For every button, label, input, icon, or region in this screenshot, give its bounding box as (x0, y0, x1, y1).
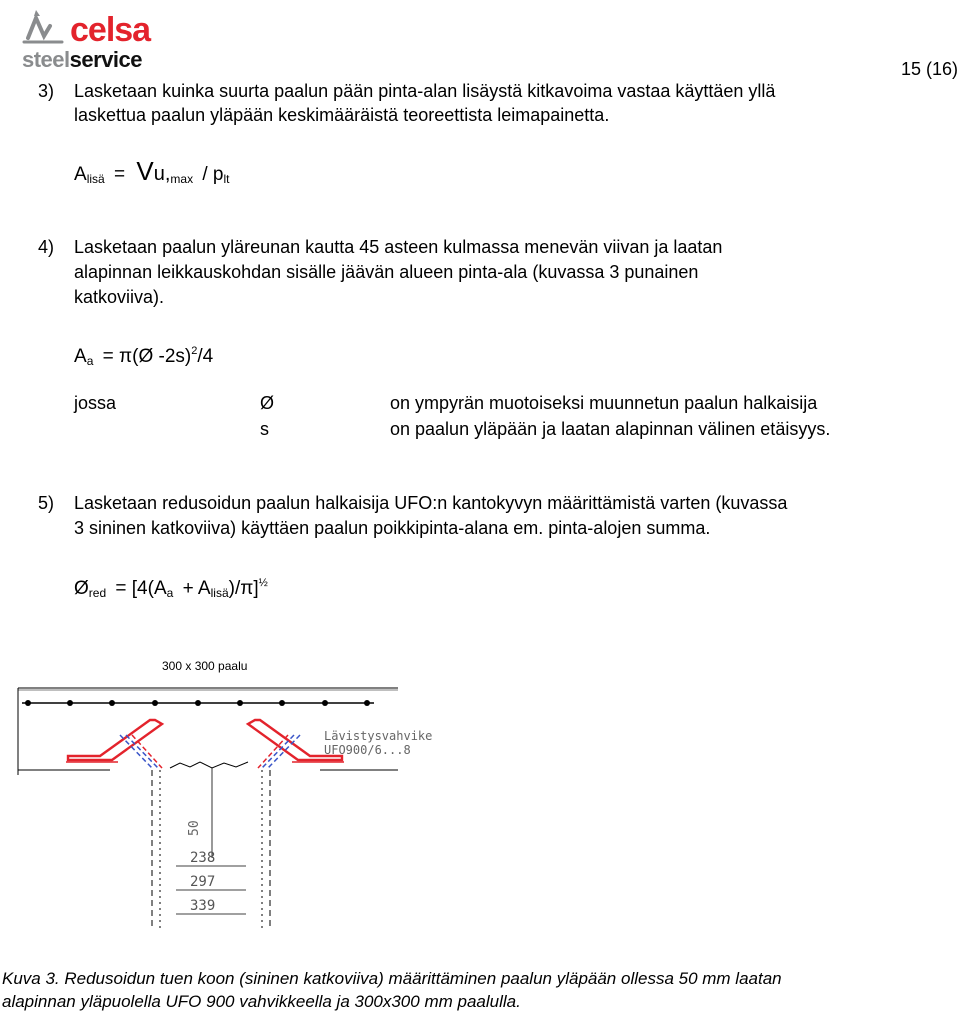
figure-caption-line-2: alapinnan yläpuolella UFO 900 vahvikkeella ja 300x300 mm paalulla. (2, 992, 521, 1011)
definition-symbol-s: s (260, 419, 269, 439)
rebar-label-2: UFO900/6...8 (324, 743, 411, 757)
definition-jossa: jossa (74, 393, 117, 413)
section-4-number: 4) (38, 237, 55, 257)
punching-reinforcement-figure (0, 640, 480, 930)
pile-label: 300 x 300 paalu (162, 659, 248, 673)
section-5-line-1: Lasketaan redusoidun paalun halkaisija UFO:n kantokyvyn määrittämistä varten (kuvassa (74, 493, 788, 513)
section-4-line-2: alapinnan leikkauskohdan sisälle jäävän alueen pinta-ala (kuvassa 3 punainen (74, 262, 699, 282)
section-3-line-2: laskettua paalun yläpään keskimääräistä teoreettista leimapainetta. (74, 105, 610, 125)
definition-diameter-text: on ympyrän muotoiseksi muunnetun paalun halkaisija (390, 393, 818, 413)
section-3-line-1: Lasketaan kuinka suurta paalun pään pinta-alan lisäystä kitkavoima vastaa käyttäen yllä (74, 81, 776, 101)
dim-238: 238 (190, 850, 216, 866)
dim-339: 339 (190, 898, 216, 914)
section-4-line-1: Lasketaan paalun yläreunan kautta 45 asteen kulmassa menevän viivan ja laatan (74, 237, 723, 257)
definition-symbol-diameter: Ø (260, 393, 275, 413)
section-4-line-3: katkoviiva). (74, 287, 165, 307)
red-45-degree-lines (132, 735, 288, 768)
definition-s-text: on paalun yläpään ja laatan alapinnan välinen etäisyys. (390, 419, 831, 439)
blue-reduced-lines (120, 735, 300, 768)
ufo-reinforcement (66, 720, 344, 762)
page-number: 15 (16) (900, 59, 958, 79)
section-3-number: 3) (38, 81, 55, 101)
figure-caption-line-1: Kuva 3. Redusoidun tuen koon (sininen katkoviiva) määrittäminen paalun yläpään ollessa 50 mm laatan (2, 969, 782, 988)
rebar-label-1: Lävistysvahvike (324, 729, 433, 743)
celsa-logo-mark-icon (22, 2, 68, 48)
section-5-number: 5) (38, 493, 55, 513)
formula-a-a: $A_a$ = π(Ø -2s)$^2$/4 (74, 345, 214, 368)
dim-297: 297 (190, 874, 216, 890)
section-5-line-2: 3 sininen katkoviiva) käyttäen paalun poikkipinta-alana em. pinta-alojen summa. (74, 518, 711, 538)
pile-top-edge (170, 762, 248, 768)
logo-celsa-text: celsa (70, 11, 151, 49)
dim-50: 50 (187, 820, 202, 836)
formula-d-red: $Ø_{red} = [4(A_a + A_{lisä})/\pi]^{\frac{1}{2}}$ (74, 577, 268, 600)
celsa-logo (22, 2, 182, 72)
formula-a-lisa: $A_{lisä} = Vu,_{max} / p_{lt}$ (74, 156, 230, 186)
logo-steelservice-text: steelservice (22, 47, 143, 72)
